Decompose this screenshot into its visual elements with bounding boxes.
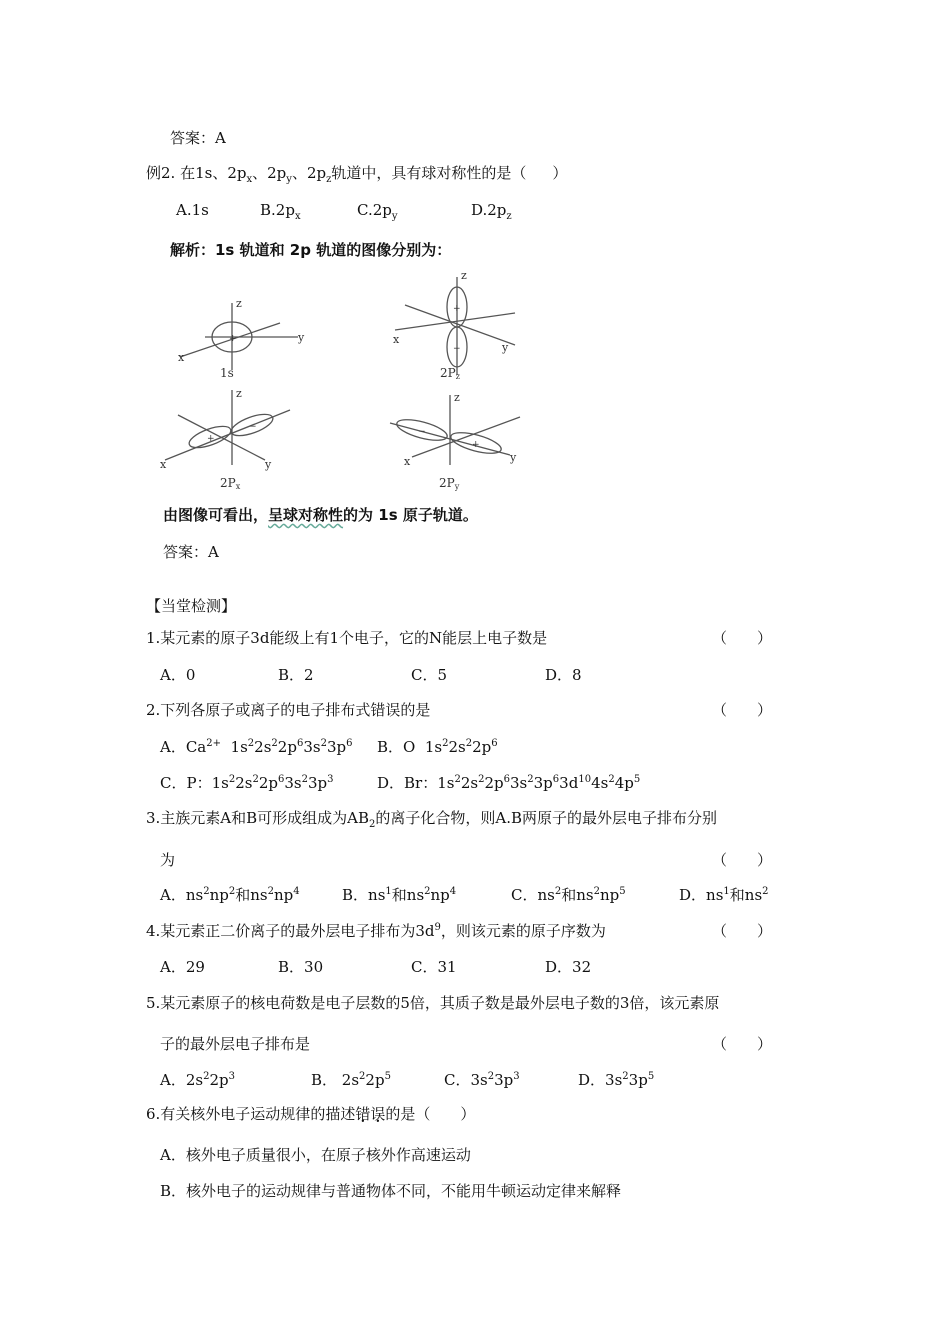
answer-line: 答案：A xyxy=(170,129,226,147)
option-sub: z xyxy=(506,211,512,222)
example2-option-a xyxy=(176,200,209,220)
stem-tail: ，则该元素的原子序数为 xyxy=(440,922,606,940)
axis-x-label: x xyxy=(393,333,400,346)
axis-x-label: x xyxy=(178,351,185,364)
option-label: D．Br： xyxy=(377,774,438,792)
question-6-stem xyxy=(146,1104,475,1124)
label-1s: 1s xyxy=(220,366,234,380)
stem-text: 3.主族元素A和B可形成组成为AB xyxy=(146,809,370,827)
conclusion-post: 的为 1s 原子轨道。 xyxy=(343,506,478,524)
question-3-stem xyxy=(146,808,717,828)
question-5-stem: 5.某元素原子的核电荷数是电子层数的5倍，其质子数是最外层电子数的3倍，该元素原 xyxy=(146,994,720,1012)
option-label: B． xyxy=(342,886,369,904)
option-label: A．Ca xyxy=(160,738,207,756)
example2-stem xyxy=(146,163,567,183)
label-2py: 2Py xyxy=(439,476,460,491)
emphasis-char: 错 xyxy=(355,1105,371,1123)
plus-sign: + xyxy=(229,334,237,344)
option-text: B.2p xyxy=(260,201,295,219)
stem-tail: 的是（ ） xyxy=(385,1105,476,1123)
question-5-stem-line2: 子的最外层电子排布是 xyxy=(160,1035,311,1053)
and-word: 和 xyxy=(729,886,745,904)
conclusion-line xyxy=(163,505,478,525)
axis-z-label: z xyxy=(236,387,242,400)
option-sub: y xyxy=(391,211,398,222)
and-word: 和 xyxy=(235,886,251,904)
plus-sign: + xyxy=(472,440,480,450)
question-1-stem: 1.某元素的原子3d能级上有1个电子，它的N能层上电子数是 xyxy=(146,629,548,647)
sub-y: y xyxy=(286,174,292,185)
q4-option-a: A．29 xyxy=(160,958,205,976)
q6-option-a: A．核外电子质量很小，在原子核外作高速运动 xyxy=(160,1146,471,1164)
q3-option-a: A．$ns^2np^2$和$ns^2np^4$ xyxy=(160,886,300,904)
q5-option-b: B． $2s^22p^5$ xyxy=(311,1071,391,1089)
stem-sup: 9 xyxy=(434,922,441,933)
option-text: D.2p xyxy=(471,201,507,219)
label-2pz: 2Pz xyxy=(440,366,460,381)
example2-option-c xyxy=(357,200,398,220)
minus-sign: − xyxy=(249,422,257,432)
q5-option-c: C．$3s^23p^3$ xyxy=(444,1071,520,1089)
option-label: A． xyxy=(160,886,186,904)
option-label: A． xyxy=(160,1071,186,1089)
answer-paren: （ ） xyxy=(712,851,773,869)
q3-option-b: B．$ns^1$和$ns^2np^4$ xyxy=(342,886,457,904)
q2-option-b: B．O $1s^22s^22p^6$ xyxy=(377,738,498,756)
answer-paren: （ ） xyxy=(712,1035,773,1053)
answer-paren: （ ） xyxy=(712,629,773,647)
q2-option-a: A．$Ca^{2+}$ $1s^22s^22p^63s^23p^6$ xyxy=(160,738,353,756)
example2-stem-p0: 在1s、2p xyxy=(180,164,247,182)
option-label: C．P： xyxy=(160,774,212,792)
q2-option-d: D．Br：$1s^22s^22p^63s^23p^63d^{10}4s^24p^5$ xyxy=(377,774,641,792)
stem-sub: 2 xyxy=(369,819,376,830)
label-2px: 2Px xyxy=(220,476,241,491)
q4-option-c: C．31 xyxy=(411,958,457,976)
answer-paren: （ ） xyxy=(712,922,773,940)
axis-y-label: y xyxy=(298,331,305,344)
axis-x-label: x xyxy=(404,455,411,468)
q1-option-c: C．5 xyxy=(411,666,448,684)
option-text: C.2p xyxy=(357,201,392,219)
emphasis-char: 误 xyxy=(370,1105,386,1123)
q3-option-c: C．$ns^2$和$ns^2np^5$ xyxy=(511,886,626,904)
option-label: C． xyxy=(511,886,538,904)
axis-y-label: y xyxy=(265,458,272,471)
example2-stem-p4: 、2p xyxy=(291,164,327,182)
answer-line: 答案：A xyxy=(163,543,219,561)
q4-option-b: B．30 xyxy=(278,958,324,976)
example2-option-d xyxy=(471,200,512,220)
orbital-diagrams xyxy=(150,265,550,495)
conclusion-emphasis: 呈球对称性 xyxy=(268,506,344,524)
conclusion-pre: 由图像可看出， xyxy=(163,506,269,524)
sub-z: z xyxy=(326,174,332,185)
option-sub: x xyxy=(294,211,301,222)
minus-sign: − xyxy=(418,427,426,437)
option-label: D． xyxy=(578,1071,606,1089)
stem-text: 4.某元素正二价离子的最外层电子排布为3d xyxy=(146,922,435,940)
example2-stem-p7: ） xyxy=(552,164,568,182)
question-4-stem xyxy=(146,921,606,941)
answer-paren: （ ） xyxy=(712,701,773,719)
section-title: 【当堂检测】 xyxy=(146,597,237,615)
plus-sign: + xyxy=(207,434,215,444)
plus-sign: + xyxy=(453,304,461,314)
axis-z-label: z xyxy=(461,269,467,282)
option-label: B． xyxy=(311,1071,338,1089)
q1-option-d: D．8 xyxy=(545,666,582,684)
sub-x: x xyxy=(246,174,253,185)
and-word: 和 xyxy=(561,886,577,904)
q6-option-b: B．核外电子的运动规律与普通物体不同，不能用牛顿运动定律来解释 xyxy=(160,1182,622,1200)
minus-sign: − xyxy=(453,344,461,354)
charge-sup: 2+ xyxy=(206,738,222,749)
axis-y-label: y xyxy=(502,341,509,354)
analysis-line: 解析：1s 轨道和 2p 轨道的图像分别为： xyxy=(170,241,452,259)
question-3-stem-line2: 为 xyxy=(160,851,176,869)
and-word: 和 xyxy=(391,886,407,904)
axis-z-label: z xyxy=(236,297,242,310)
option-label: B．O xyxy=(377,738,416,756)
axis-y-label: y xyxy=(510,451,517,464)
option-label: C． xyxy=(444,1071,471,1089)
q5-option-a: A．$2s^22p^3$ xyxy=(160,1071,235,1089)
option-text: A.1s xyxy=(176,201,209,219)
q1-option-a: A．0 xyxy=(160,666,196,684)
stem-text: 6.有关核外电子运动规律的描述 xyxy=(146,1105,356,1123)
q4-option-d: D．32 xyxy=(545,958,592,976)
example2-stem-p6: 轨道中，具有球对称性的是（ xyxy=(331,164,527,182)
q1-option-b: B．2 xyxy=(278,666,314,684)
example2-option-b xyxy=(260,200,301,220)
example2-label: 例2. xyxy=(146,164,176,182)
example2-stem-p2: 、2p xyxy=(252,164,287,182)
stem-tail: 的离子化合物，则A.B两原子的最外层电子排布分别 xyxy=(375,809,718,827)
q5-option-d: D．$3s^23p^5$ xyxy=(578,1071,655,1089)
q3-option-d: D．$ns^1$和$ns^2$ xyxy=(679,886,769,904)
option-label: D． xyxy=(679,886,707,904)
q2-option-c: C．P：$1s^22s^22p^63s^23p^3$ xyxy=(160,774,334,792)
question-2-stem: 2.下列各原子或离子的电子排布式错误的是 xyxy=(146,701,431,719)
axis-x-label: x xyxy=(160,458,167,471)
axis-z-label: z xyxy=(454,391,460,404)
